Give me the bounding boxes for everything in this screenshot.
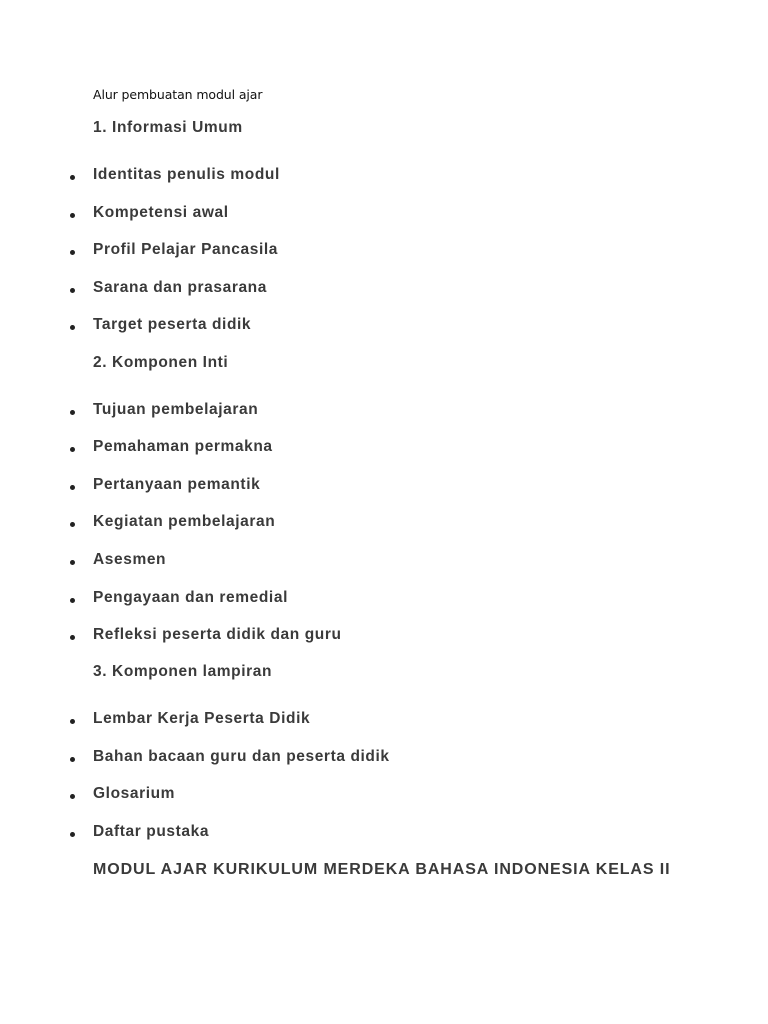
bullet-dot-icon — [70, 794, 75, 799]
list-item — [0, 166, 768, 188]
list-item — [0, 476, 768, 498]
bullet-dot-icon — [70, 213, 75, 218]
list-item-text: Pengayaan dan remedial — [93, 589, 288, 606]
list-item — [0, 589, 768, 611]
list-item — [0, 513, 768, 535]
list-item — [0, 626, 768, 648]
section-heading-informasi-umum: 1. Informasi Umum — [93, 119, 243, 136]
list-item-text: Tujuan pembelajaran — [93, 401, 259, 418]
bullet-dot-icon — [70, 410, 75, 415]
document-title: MODUL AJAR KURIKULUM MERDEKA BAHASA INDONESIA KELAS II — [93, 861, 671, 878]
bullet-dot-icon — [70, 832, 75, 837]
bullet-dot-icon — [70, 757, 75, 762]
bullet-dot-icon — [70, 288, 75, 293]
bullet-dot-icon — [70, 719, 75, 724]
bullet-dot-icon — [70, 560, 75, 565]
list-item — [0, 241, 768, 263]
bullet-dot-icon — [70, 485, 75, 490]
list-item-text: Bahan bacaan guru dan peserta didik — [93, 748, 390, 765]
section-heading-komponen-inti: 2. Komponen Inti — [93, 354, 229, 371]
list-item — [0, 316, 768, 338]
list-item-text: Glosarium — [93, 785, 176, 802]
list-item — [0, 710, 768, 732]
intro-text: Alur pembuatan modul ajar — [93, 87, 263, 102]
list-item-text: Identitas penulis modul — [93, 166, 280, 183]
section-heading-komponen-lampiran: 3. Komponen lampiran — [93, 663, 273, 680]
list-item-text: Kegiatan pembelajaran — [93, 513, 276, 530]
list-item-text: Sarana dan prasarana — [93, 279, 267, 296]
bullet-dot-icon — [70, 175, 75, 180]
list-item-text: Refleksi peserta didik dan guru — [93, 626, 342, 643]
bullet-dot-icon — [70, 325, 75, 330]
bullet-dot-icon — [70, 522, 75, 527]
list-item — [0, 401, 768, 423]
list-item-text: Kompetensi awal — [93, 204, 229, 221]
bullet-dot-icon — [70, 447, 75, 452]
list-item — [0, 785, 768, 807]
list-item-text: Pemahaman permakna — [93, 438, 273, 455]
list-item — [0, 438, 768, 460]
list-item-text: Asesmen — [93, 551, 167, 568]
list-item — [0, 279, 768, 301]
list-item — [0, 204, 768, 226]
bullet-dot-icon — [70, 598, 75, 603]
bullet-dot-icon — [70, 250, 75, 255]
list-item — [0, 823, 768, 845]
list-item-text: Lembar Kerja Peserta Didik — [93, 710, 311, 727]
bullet-dot-icon — [70, 635, 75, 640]
list-item — [0, 748, 768, 770]
list-item-text: Target peserta didik — [93, 316, 252, 333]
list-item-text: Daftar pustaka — [93, 823, 210, 840]
list-item-text: Pertanyaan pemantik — [93, 476, 261, 493]
list-item — [0, 551, 768, 573]
list-item-text: Profil Pelajar Pancasila — [93, 241, 278, 258]
